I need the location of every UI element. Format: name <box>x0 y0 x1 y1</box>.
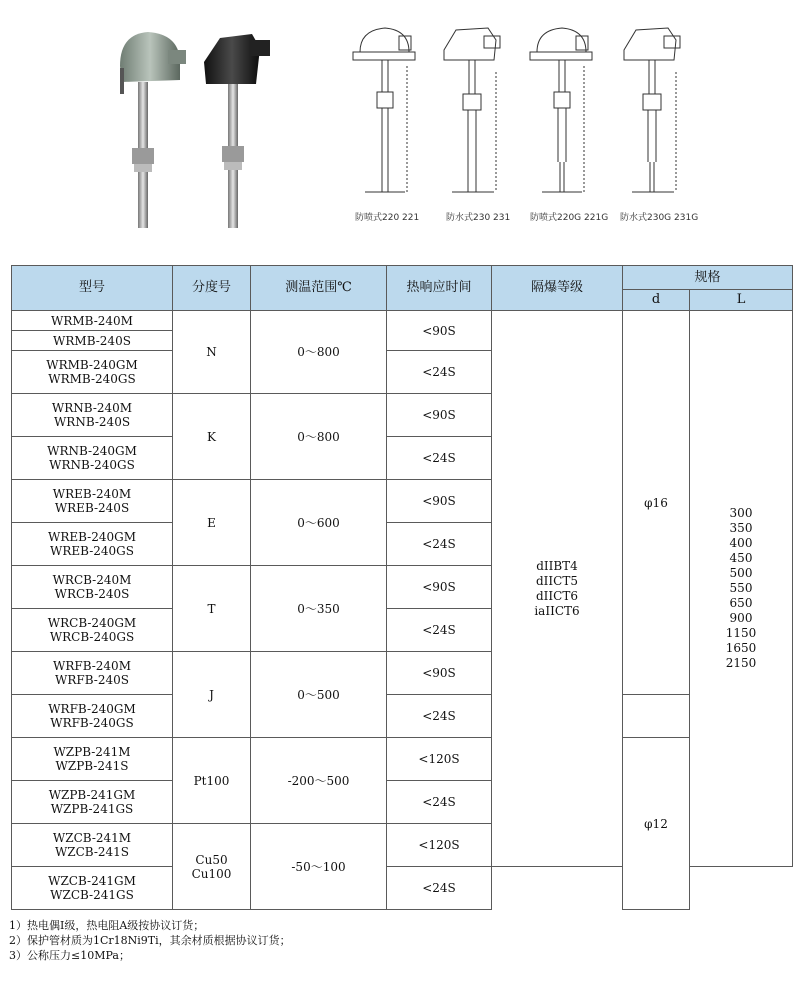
footnotes <box>9 918 291 963</box>
header-L: L <box>690 290 793 311</box>
header-explosion: 隔爆等级 <box>492 266 623 311</box>
response-cell: <24S <box>387 351 492 394</box>
drawing-waterproof-230 <box>432 22 522 207</box>
model-cell: WRNB-240M WRNB-240S <box>12 394 173 437</box>
response-cell: <24S <box>387 523 492 566</box>
L-cell: 300 350 400 450 500 550 650 900 1150 1650 2150 <box>690 311 793 867</box>
drawing-waterproof-230g <box>612 22 702 207</box>
drawing-splash-proof-220g <box>522 22 612 207</box>
model-cell: WRCB-240GM WRCB-240GS <box>12 609 173 652</box>
response-cell: <90S <box>387 652 492 695</box>
product-photo-black-head <box>200 28 280 228</box>
range-cell: 0～600 <box>251 480 387 566</box>
header-spec: 规格 <box>623 266 793 290</box>
response-cell: <24S <box>387 437 492 480</box>
header-range: 测温范围℃ <box>251 266 387 311</box>
product-photo-gray-head <box>112 28 192 228</box>
model-cell: WZCB-241GM WZCB-241GS <box>12 867 173 910</box>
model-cell: WRMB-240M <box>12 311 173 331</box>
range-cell: -50～100 <box>251 824 387 910</box>
caption-220g: 防喷式220G 221G <box>530 213 609 223</box>
range-cell: -200～500 <box>251 738 387 824</box>
response-cell: <90S <box>387 566 492 609</box>
explosion-cell: dIIBT4 dIICT5 dIICT6 iaIICT6 <box>492 311 623 867</box>
footnote: 3）公称压力≤10MPa； <box>9 949 130 962</box>
model-cell: WREB-240GM WREB-240GS <box>12 523 173 566</box>
model-cell: WZPB-241M WZPB-241S <box>12 738 173 781</box>
response-cell: <24S <box>387 609 492 652</box>
division-cell: E <box>173 480 251 566</box>
d-cell-16: φ16 <box>623 311 690 695</box>
header-d: d <box>623 290 690 311</box>
model-cell: WRCB-240M WRCB-240S <box>12 566 173 609</box>
range-cell: 0～350 <box>251 566 387 652</box>
model-cell: WZCB-241M WZCB-241S <box>12 824 173 867</box>
header-model: 型号 <box>12 266 173 311</box>
response-cell: <120S <box>387 824 492 867</box>
model-cell: WRMB-240S <box>12 331 173 351</box>
response-cell: <90S <box>387 480 492 523</box>
model-cell: WRFB-240M WRFB-240S <box>12 652 173 695</box>
model-cell: WRNB-240GM WRNB-240GS <box>12 437 173 480</box>
division-cell: N <box>173 311 251 394</box>
range-cell: 0～500 <box>251 652 387 738</box>
response-cell: <120S <box>387 738 492 781</box>
response-cell: <90S <box>387 394 492 437</box>
caption-230: 防水式230 231 <box>446 213 511 223</box>
caption-220: 防喷式220 221 <box>355 213 420 223</box>
division-cell: K <box>173 394 251 480</box>
footnote: 1）热电偶I级，热电阻A级按协议订货； <box>9 919 205 932</box>
division-cell: T <box>173 566 251 652</box>
response-cell: <90S <box>387 311 492 351</box>
response-cell: <24S <box>387 695 492 738</box>
model-cell: WREB-240M WREB-240S <box>12 480 173 523</box>
division-cell: Pt100 <box>173 738 251 824</box>
range-cell: 0～800 <box>251 394 387 480</box>
model-cell: WZPB-241GM WZPB-241GS <box>12 781 173 824</box>
model-cell: WRFB-240GM WRFB-240GS <box>12 695 173 738</box>
response-cell: <24S <box>387 781 492 824</box>
header-response: 热响应时间 <box>387 266 492 311</box>
model-cell: WRMB-240GM WRMB-240GS <box>12 351 173 394</box>
header-division: 分度号 <box>173 266 251 311</box>
footnote: 2）保护管材质为1Cr18Ni9Ti，其余材质根据协议订货； <box>9 934 291 947</box>
drawing-splash-proof-220 <box>345 22 435 207</box>
response-cell: <24S <box>387 867 492 910</box>
caption-230g: 防水式230G 231G <box>620 213 699 223</box>
spec-table <box>11 265 793 910</box>
d-cell-12: φ12 <box>623 738 690 910</box>
division-cell: Cu50 Cu100 <box>173 824 251 910</box>
division-cell: J <box>173 652 251 738</box>
range-cell: 0～800 <box>251 311 387 394</box>
